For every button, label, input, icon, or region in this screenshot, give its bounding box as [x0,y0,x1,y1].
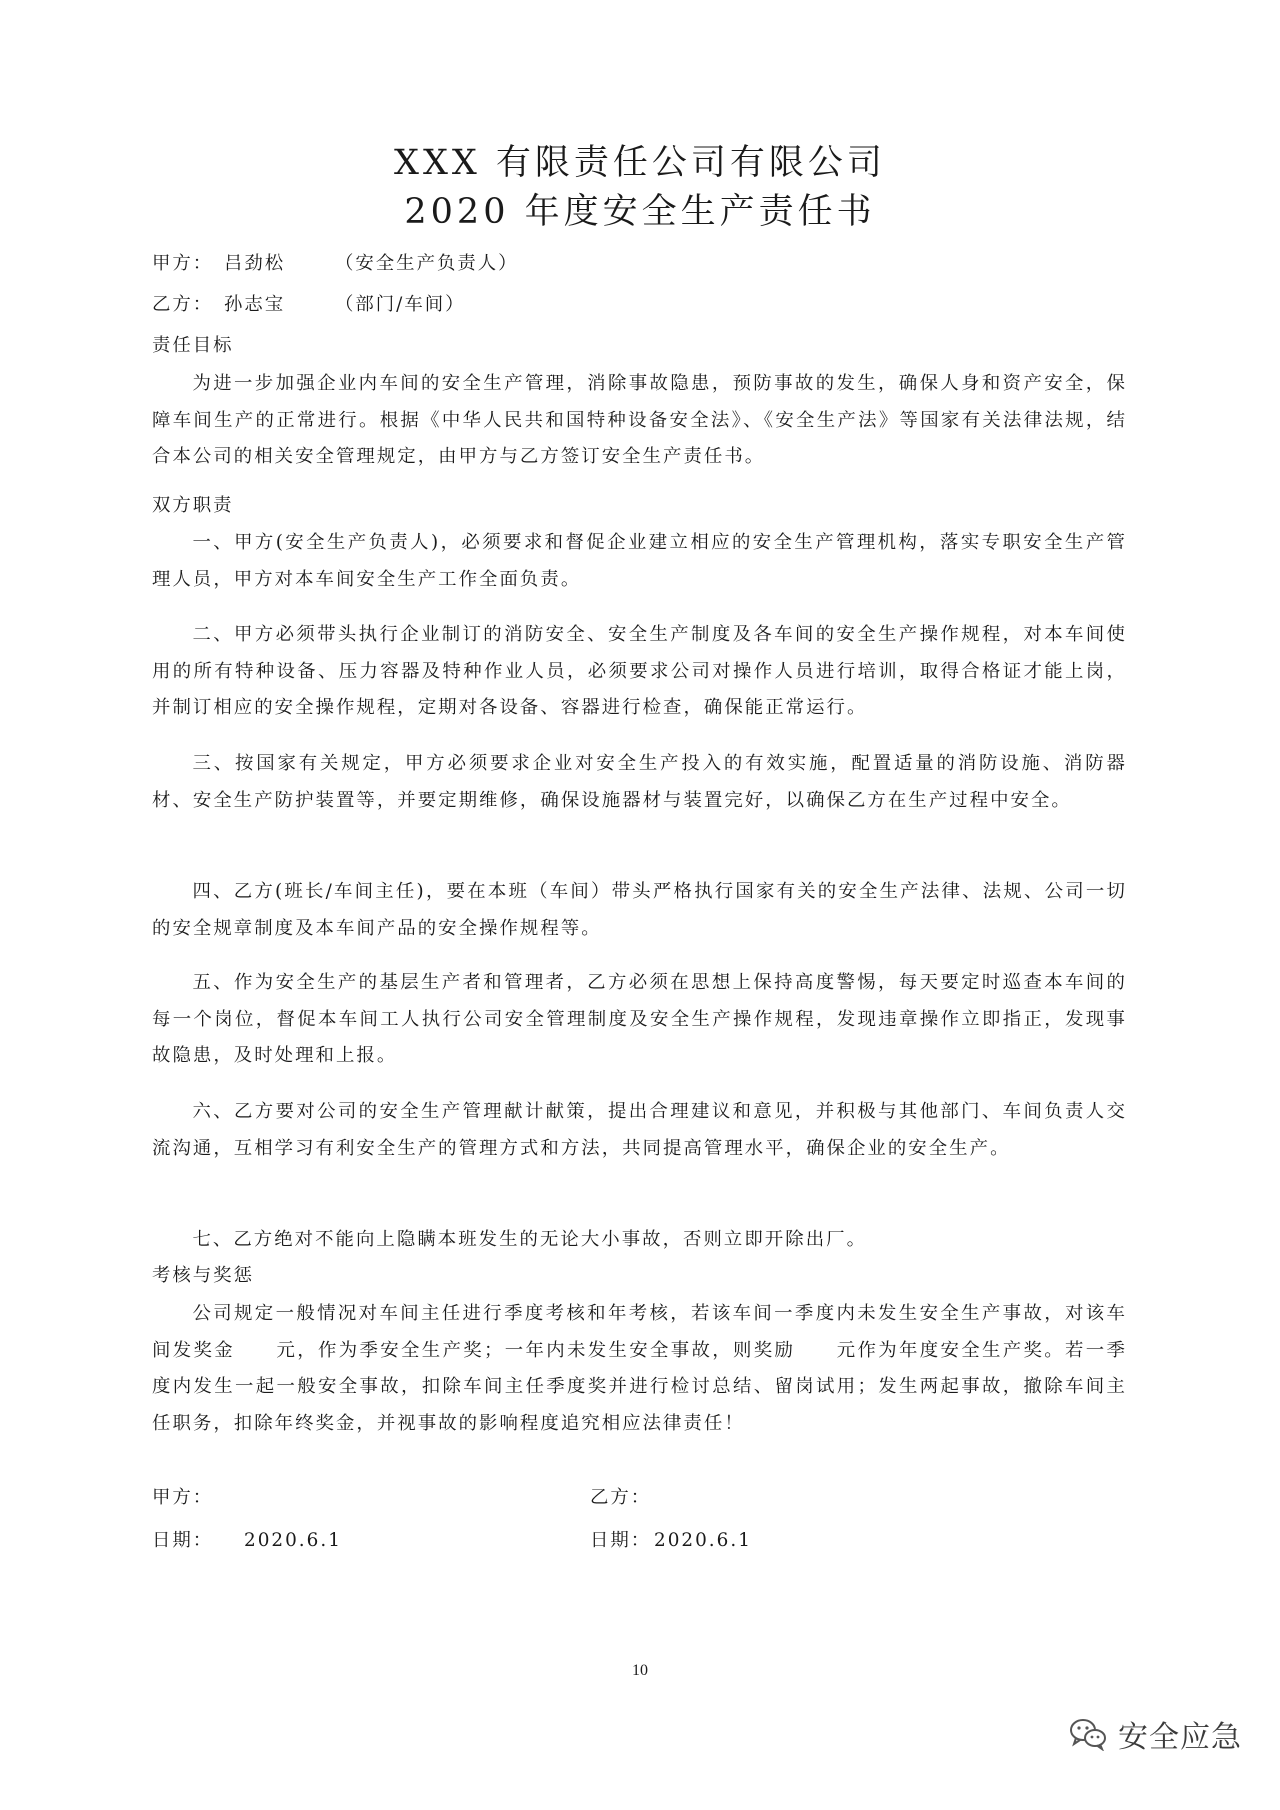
date-a-value: 2020.6.1 [244,1530,342,1551]
duty-item: 七、乙方绝对不能向上隐瞒本班发生的无论大小事故，否则立即开除出厂。 [192,1229,868,1250]
watermark-text: 安全应急 [1118,1720,1242,1755]
goal-paragraph: 为进一步加强企业内车间的安全生产管理，消除事故隐患，预防事故的发生，确保人身和资产安全，保障车间生产的正常进行。根据《中华人民共和国特种设备安全法》、《安全生产法》等国家有关法律法规，结合本公司的相关安全管理规定，由甲方与乙方签订安全生产责任书。 [152,373,1127,468]
duty-item: 一、甲方(安全生产负责人)，必须要求和督促企业建立相应的安全生产管理机构，落实专职安全生产管理人员，甲方对本车间安全生产工作全面负责。 [152,532,1127,590]
page-number: 10 [632,1662,648,1679]
party-a-label: 甲方： [152,253,214,274]
party-b-name: 孙志宝 [224,294,286,315]
duty-item: 三、按国家有关规定，甲方必须要求企业对安全生产投入的有效实施，配置适量的消防设施、消防器材、安全生产防护装置等，并要定期维修，确保设施器材与装置完好，以确保乙方在生产过程中安全。 [152,753,1127,811]
party-b-role: （部门/车间） [335,294,466,315]
party-a-role: （安全生产负责人） [335,253,519,274]
document-title-line2: 2020 年度安全生产责任书 [404,192,876,232]
duty-item: 二、甲方必须带头执行企业制订的消防安全、安全生产制度及各车间的安全生产操作规程，对本车间使用的所有特种设备、压力容器及特种作业人员，必须要求公司对操作人员进行培训，取得合格证才能上岗，并制订相应的安全操作规程，定期对各设备、容器进行检查，确保能正常运行。 [152,624,1127,719]
signature-party-b-label: 乙方： [590,1487,652,1508]
party-a-name: 吕劲松 [224,253,286,274]
duties-heading: 双方职责 [152,495,234,516]
date-a-label: 日期： [152,1530,214,1551]
party-b-label: 乙方： [152,294,214,315]
duty-item: 五、作为安全生产的基层生产者和管理者，乙方必须在思想上保持高度警惕，每天要定时巡查本车间的每一个岗位，督促本车间工人执行公司安全管理制度及安全生产操作规程，发现违章操作立即指正，发现事故隐患，及时处理和上报。 [152,972,1127,1067]
assessment-heading: 考核与奖惩 [152,1265,254,1286]
goal-heading: 责任目标 [152,335,234,356]
document-title-line1: XXX 有限责任公司有限公司 [394,143,886,183]
date-b-value: 2020.6.1 [654,1530,752,1551]
signature-party-a-label: 甲方： [152,1487,214,1508]
duty-item: 六、乙方要对公司的安全生产管理献计献策，提出合理建议和意见，并积极与其他部门、车间负责人交流沟通，互相学习有利安全生产的管理方式和方法，共同提高管理水平，确保企业的安全生产。 [152,1101,1127,1159]
assessment-paragraph: 公司规定一般情况对车间主任进行季度考核和年考核，若该车间一季度内未发生安全生产事故，对该车间发奖金 元，作为季安全生产奖；一年内未发生安全事故，则奖励 元作为年度安全生产奖。若一季度内发生一起一般安全事故，扣除车间主任季度奖并进行检讨总结、留岗试用；发生两起事故，撤除车间主任职务，扣除年终奖金，并视事故的影响程度追究相应法律责任！ [152,1303,1127,1434]
date-b-label: 日期： [590,1530,652,1551]
duty-item: 四、乙方(班长/车间主任)，要在本班（车间）带头严格执行国家有关的安全生产法律、法规、公司一切的安全规章制度及本车间产品的安全操作规程等。 [152,881,1127,939]
wechat-icon [1068,1717,1108,1751]
watermark [1068,1714,1242,1754]
